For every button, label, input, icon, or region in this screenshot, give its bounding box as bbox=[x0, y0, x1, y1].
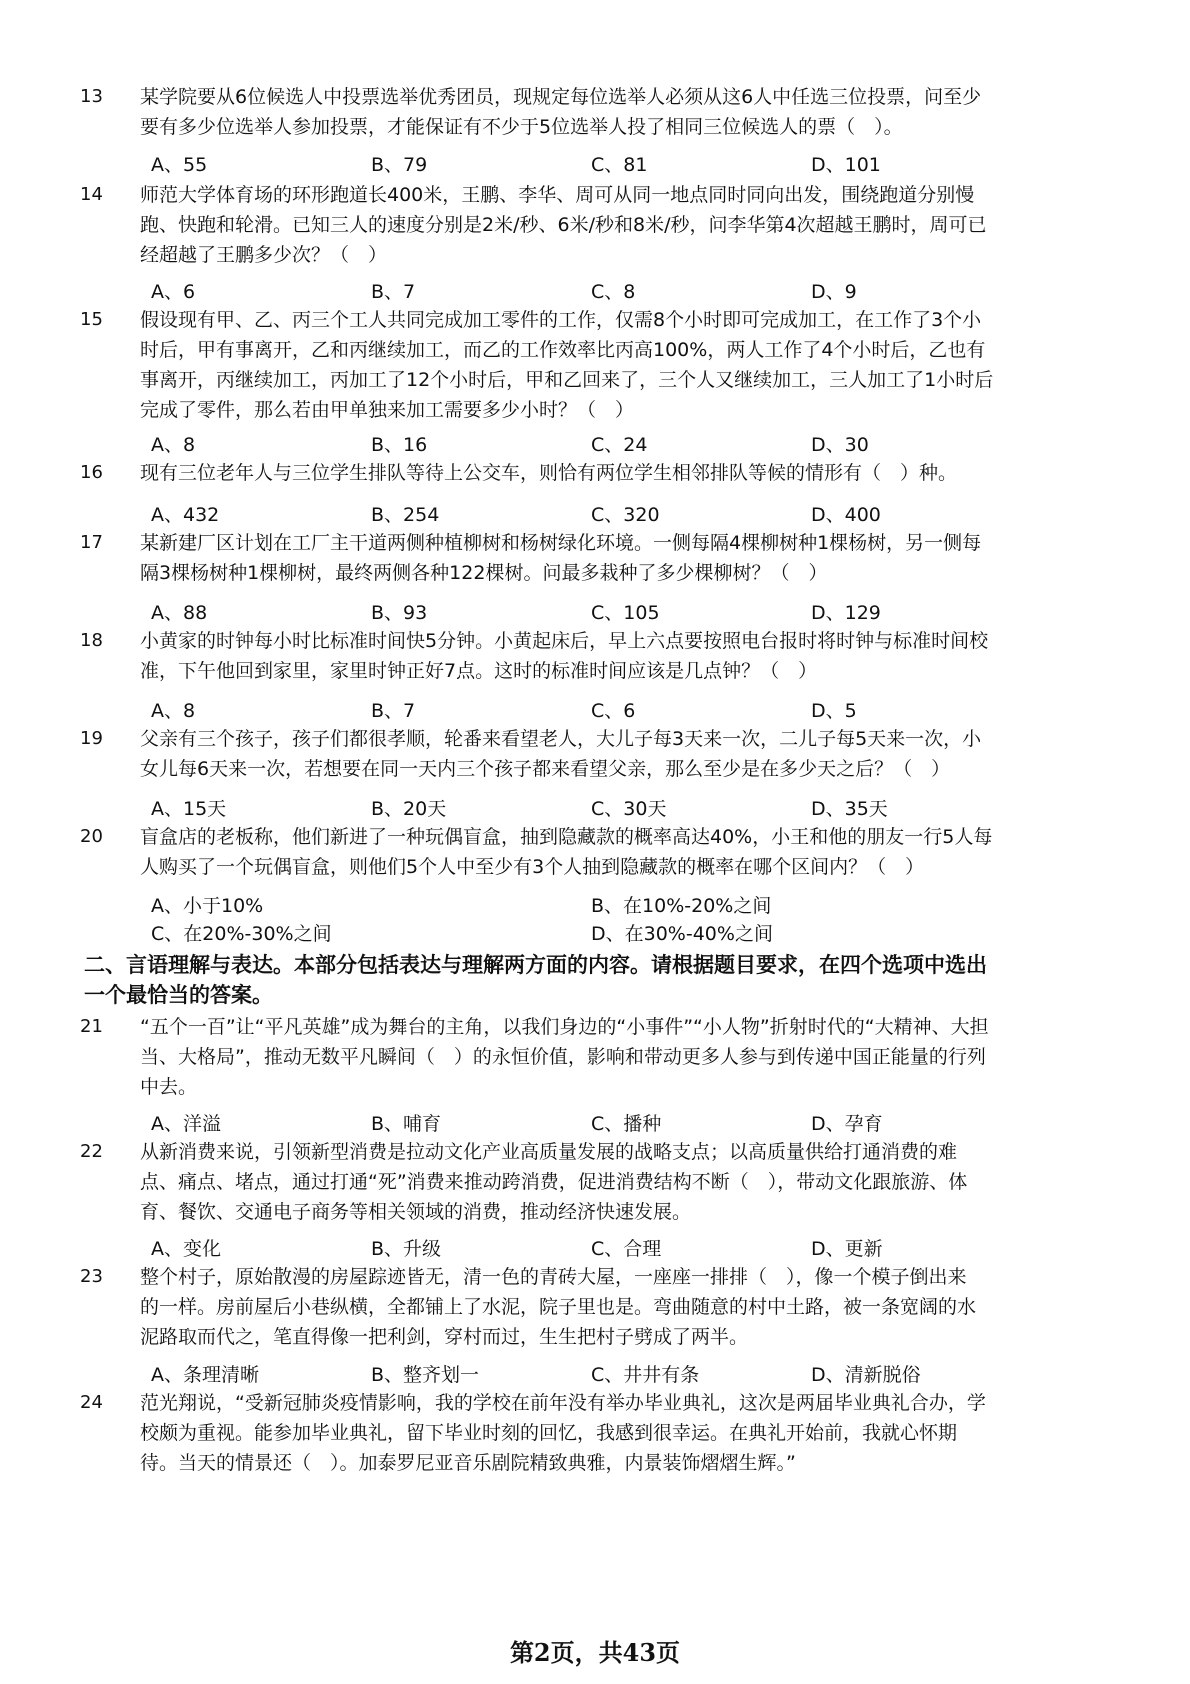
question-number: 15 bbox=[80, 309, 103, 330]
question-text bbox=[140, 1012, 1090, 1102]
option-c: C、320 bbox=[591, 504, 660, 526]
options-22 bbox=[0, 1234, 1190, 1264]
option-d: D、5 bbox=[811, 700, 857, 722]
option-a: A、432 bbox=[151, 504, 220, 526]
option-b: B、7 bbox=[371, 700, 416, 722]
question-line: 的一样。房前屋后小巷纵横，全都铺上了水泥，院子里也是。弯曲随意的村中土路，被一条宽阔的水 bbox=[140, 1296, 977, 1318]
option-b: B、16 bbox=[371, 434, 428, 456]
option-a: A、洋溢 bbox=[151, 1113, 221, 1135]
question-line: 某学院要从6位候选人中投票选举优秀团员，现规定每位选举人必须从这6人中任选三位投票，问至少 bbox=[140, 86, 982, 108]
option-b: B、20天 bbox=[371, 798, 447, 820]
question-number: 17 bbox=[80, 532, 103, 553]
question-line: 人购买了一个玩偶盲盒，则他们5个人中至少有3个人抽到隐藏款的概率在哪个区间内？（ ） bbox=[140, 856, 925, 878]
option-c: C、合理 bbox=[591, 1238, 662, 1260]
option-d: D、9 bbox=[811, 281, 857, 303]
option-b: B、7 bbox=[371, 281, 416, 303]
option-b: B、79 bbox=[371, 154, 428, 176]
question-text bbox=[140, 82, 1090, 142]
question-text bbox=[140, 1388, 1090, 1478]
question-number: 14 bbox=[80, 184, 103, 205]
question-line: 现有三位老年人与三位学生排队等待上公交车，则恰有两位学生相邻排队等候的情形有（ ）种。 bbox=[140, 462, 958, 484]
options-23 bbox=[0, 1360, 1190, 1390]
option-b: B、93 bbox=[371, 602, 428, 624]
question-number: 13 bbox=[80, 86, 103, 107]
section-heading bbox=[84, 950, 1164, 1010]
question-text bbox=[140, 724, 1090, 784]
options-21 bbox=[0, 1109, 1190, 1139]
question-text bbox=[140, 180, 1090, 270]
option-c: C、6 bbox=[591, 700, 636, 722]
question-number: 19 bbox=[80, 728, 103, 749]
option-c: C、井井有条 bbox=[591, 1364, 700, 1386]
question-line: 当、大格局”，推动无数平凡瞬间（ ）的永恒价值，影响和带动更多人参与到传递中国正能量的行列 bbox=[140, 1046, 986, 1068]
option-a: A、变化 bbox=[151, 1238, 221, 1260]
question-line: 要有多少位选举人参加投票，才能保证有不少于5位选举人投了相同三位候选人的票（ ）。 bbox=[140, 116, 903, 138]
option-d: D、清新脱俗 bbox=[811, 1364, 921, 1386]
option-d: D、400 bbox=[811, 504, 881, 526]
question-line: 小黄家的时钟每小时比标准时间快5分钟。小黄起床后，早上六点要按照电台报时将时钟与标准时间校 bbox=[140, 630, 989, 652]
page-footer: 第2页，共43页 bbox=[509, 1638, 681, 1667]
question-line: “五个一百”让“平凡英雄”成为舞台的主角，以我们身边的“小事件”“小人物”折射时代的“大精神、大担 bbox=[140, 1016, 989, 1038]
section-heading-line: 二、言语理解与表达。本部分包括表达与理解两方面的内容。请根据题目要求，在四个选项中选出 bbox=[84, 953, 987, 977]
question-line: 从新消费来说，引领新型消费是拉动文化产业高质量发展的战略支点；以高质量供给打通消费的难 bbox=[140, 1141, 958, 1163]
option-a: A、条理清晰 bbox=[151, 1364, 259, 1386]
question-text bbox=[140, 822, 1090, 882]
option-d: D、35天 bbox=[811, 798, 888, 820]
option-a: A、8 bbox=[151, 700, 196, 722]
option-b: B、升级 bbox=[371, 1238, 442, 1260]
options-18 bbox=[0, 696, 1190, 726]
question-line: 师范大学体育场的环形跑道长400米，王鹏、李华、周可从同一地点同时同向出发，围绕跑道分别慢 bbox=[140, 184, 975, 206]
question-number: 21 bbox=[80, 1016, 103, 1037]
option-b: B、整齐划一 bbox=[371, 1364, 480, 1386]
question-line: 点、痛点、堵点，通过打通“死”消费来推动跨消费，促进消费结构不断（ ），带动文化跟旅游、体 bbox=[140, 1171, 968, 1193]
section-heading-line: 一个最恰当的答案。 bbox=[84, 983, 273, 1007]
question-number: 22 bbox=[80, 1141, 103, 1162]
question-line: 盲盒店的老板称，他们新进了一种玩偶盲盒，抽到隐藏款的概率高达40%，小王和他的朋友一行5人每 bbox=[140, 826, 993, 848]
question-line: 范光翔说，“受新冠肺炎疫情影响，我的学校在前年没有举办毕业典礼，这次是两届毕业典礼合办，学 bbox=[140, 1392, 986, 1414]
option-d: D、更新 bbox=[811, 1238, 883, 1260]
question-line: 假设现有甲、乙、丙三个工人共同完成加工零件的工作，仅需8个小时即可完成加工，在工作了3个小 bbox=[140, 309, 982, 331]
question-line: 时后，甲有事离开，乙和丙继续加工，而乙的工作效率比丙高100%，两人工作了4个小时后，乙也有 bbox=[140, 339, 986, 361]
question-number: 24 bbox=[80, 1392, 103, 1413]
option-c: C、81 bbox=[591, 154, 648, 176]
option-a: A、小于10% bbox=[151, 895, 264, 917]
question-text bbox=[140, 1262, 1090, 1352]
question-line: 准，下午他回到家里，家里时钟正好7点。这时的标准时间应该是几点钟？（ ） bbox=[140, 660, 818, 682]
options-13 bbox=[0, 150, 1190, 180]
question-text bbox=[140, 305, 1090, 425]
option-d: D、在30%-40%之间 bbox=[591, 923, 773, 945]
question-line: 父亲有三个孩子，孩子们都很孝顺，轮番来看望老人，大儿子每3天来一次，二儿子每5天来一次，小 bbox=[140, 728, 982, 750]
options-17 bbox=[0, 598, 1190, 628]
option-a: A、6 bbox=[151, 281, 196, 303]
option-d: D、30 bbox=[811, 434, 869, 456]
options-15 bbox=[0, 430, 1190, 460]
question-line: 泥路取而代之，笔直得像一把利剑，穿村而过，生生把村子劈成了两半。 bbox=[140, 1326, 749, 1348]
options-14 bbox=[0, 277, 1190, 307]
option-c: C、播种 bbox=[591, 1113, 662, 1135]
question-line: 跑、快跑和轮滑。已知三人的速度分别是2米/秒、6米/秒和8米/秒，问李华第4次超越王鹏时，周可已 bbox=[140, 214, 987, 236]
options-20-row2 bbox=[0, 919, 1190, 949]
option-c: C、30天 bbox=[591, 798, 667, 820]
question-line: 育、餐饮、交通电子商务等相关领域的消费，推动经济快速发展。 bbox=[140, 1201, 692, 1223]
option-b: B、在10%-20%之间 bbox=[591, 895, 772, 917]
option-a: A、88 bbox=[151, 602, 208, 624]
option-a: A、8 bbox=[151, 434, 196, 456]
question-line: 校颇为重视。能参加毕业典礼，留下毕业时刻的回忆，我感到很幸运。在典礼开始前，我就心怀期 bbox=[140, 1422, 958, 1444]
option-b: B、哺育 bbox=[371, 1113, 442, 1135]
question-line: 经超越了王鹏多少次？（ ） bbox=[140, 244, 388, 266]
options-16 bbox=[0, 500, 1190, 530]
question-line: 女儿每6天来一次，若想要在同一天内三个孩子都来看望父亲，那么至少是在多少天之后？（ ） bbox=[140, 758, 951, 780]
option-c: C、24 bbox=[591, 434, 648, 456]
question-line: 中去。 bbox=[140, 1076, 198, 1098]
question-number: 20 bbox=[80, 826, 103, 847]
options-20-row1 bbox=[0, 891, 1190, 921]
option-d: D、孕育 bbox=[811, 1113, 883, 1135]
question-text bbox=[140, 458, 1090, 488]
question-line: 隔3棵杨树种1棵柳树，最终两侧各种122棵树。问最多栽种了多少棵柳树？（ ） bbox=[140, 562, 828, 584]
question-number: 18 bbox=[80, 630, 103, 651]
question-number: 23 bbox=[80, 1266, 103, 1287]
option-d: D、101 bbox=[811, 154, 881, 176]
question-line: 整个村子，原始散漫的房屋踪迹皆无，清一色的青砖大屋，一座座一排排（ ），像一个模子倒出来 bbox=[140, 1266, 967, 1288]
question-line: 完成了零件，那么若由甲单独来加工需要多少小时？（ ） bbox=[140, 399, 635, 421]
question-text bbox=[140, 1137, 1090, 1227]
option-c: C、在20%-30%之间 bbox=[151, 923, 332, 945]
question-text bbox=[140, 528, 1090, 588]
option-a: A、15天 bbox=[151, 798, 227, 820]
question-line: 事离开，丙继续加工，丙加工了12个小时后，甲和乙回来了，三个人又继续加工，三人加工了1小时后 bbox=[140, 369, 994, 391]
option-d: D、129 bbox=[811, 602, 881, 624]
option-b: B、254 bbox=[371, 504, 440, 526]
question-text bbox=[140, 626, 1090, 686]
option-c: C、105 bbox=[591, 602, 660, 624]
question-line: 某新建厂区计划在工厂主干道两侧种植柳树和杨树绿化环境。一侧每隔4棵柳树种1棵杨树，另一侧每 bbox=[140, 532, 982, 554]
option-c: C、8 bbox=[591, 281, 636, 303]
question-number: 16 bbox=[80, 462, 103, 483]
option-a: A、55 bbox=[151, 154, 208, 176]
options-19 bbox=[0, 794, 1190, 824]
question-line: 待。当天的情景还（ ）。加泰罗尼亚音乐剧院精致典雅，内景装饰熠熠生辉。” bbox=[140, 1452, 796, 1474]
